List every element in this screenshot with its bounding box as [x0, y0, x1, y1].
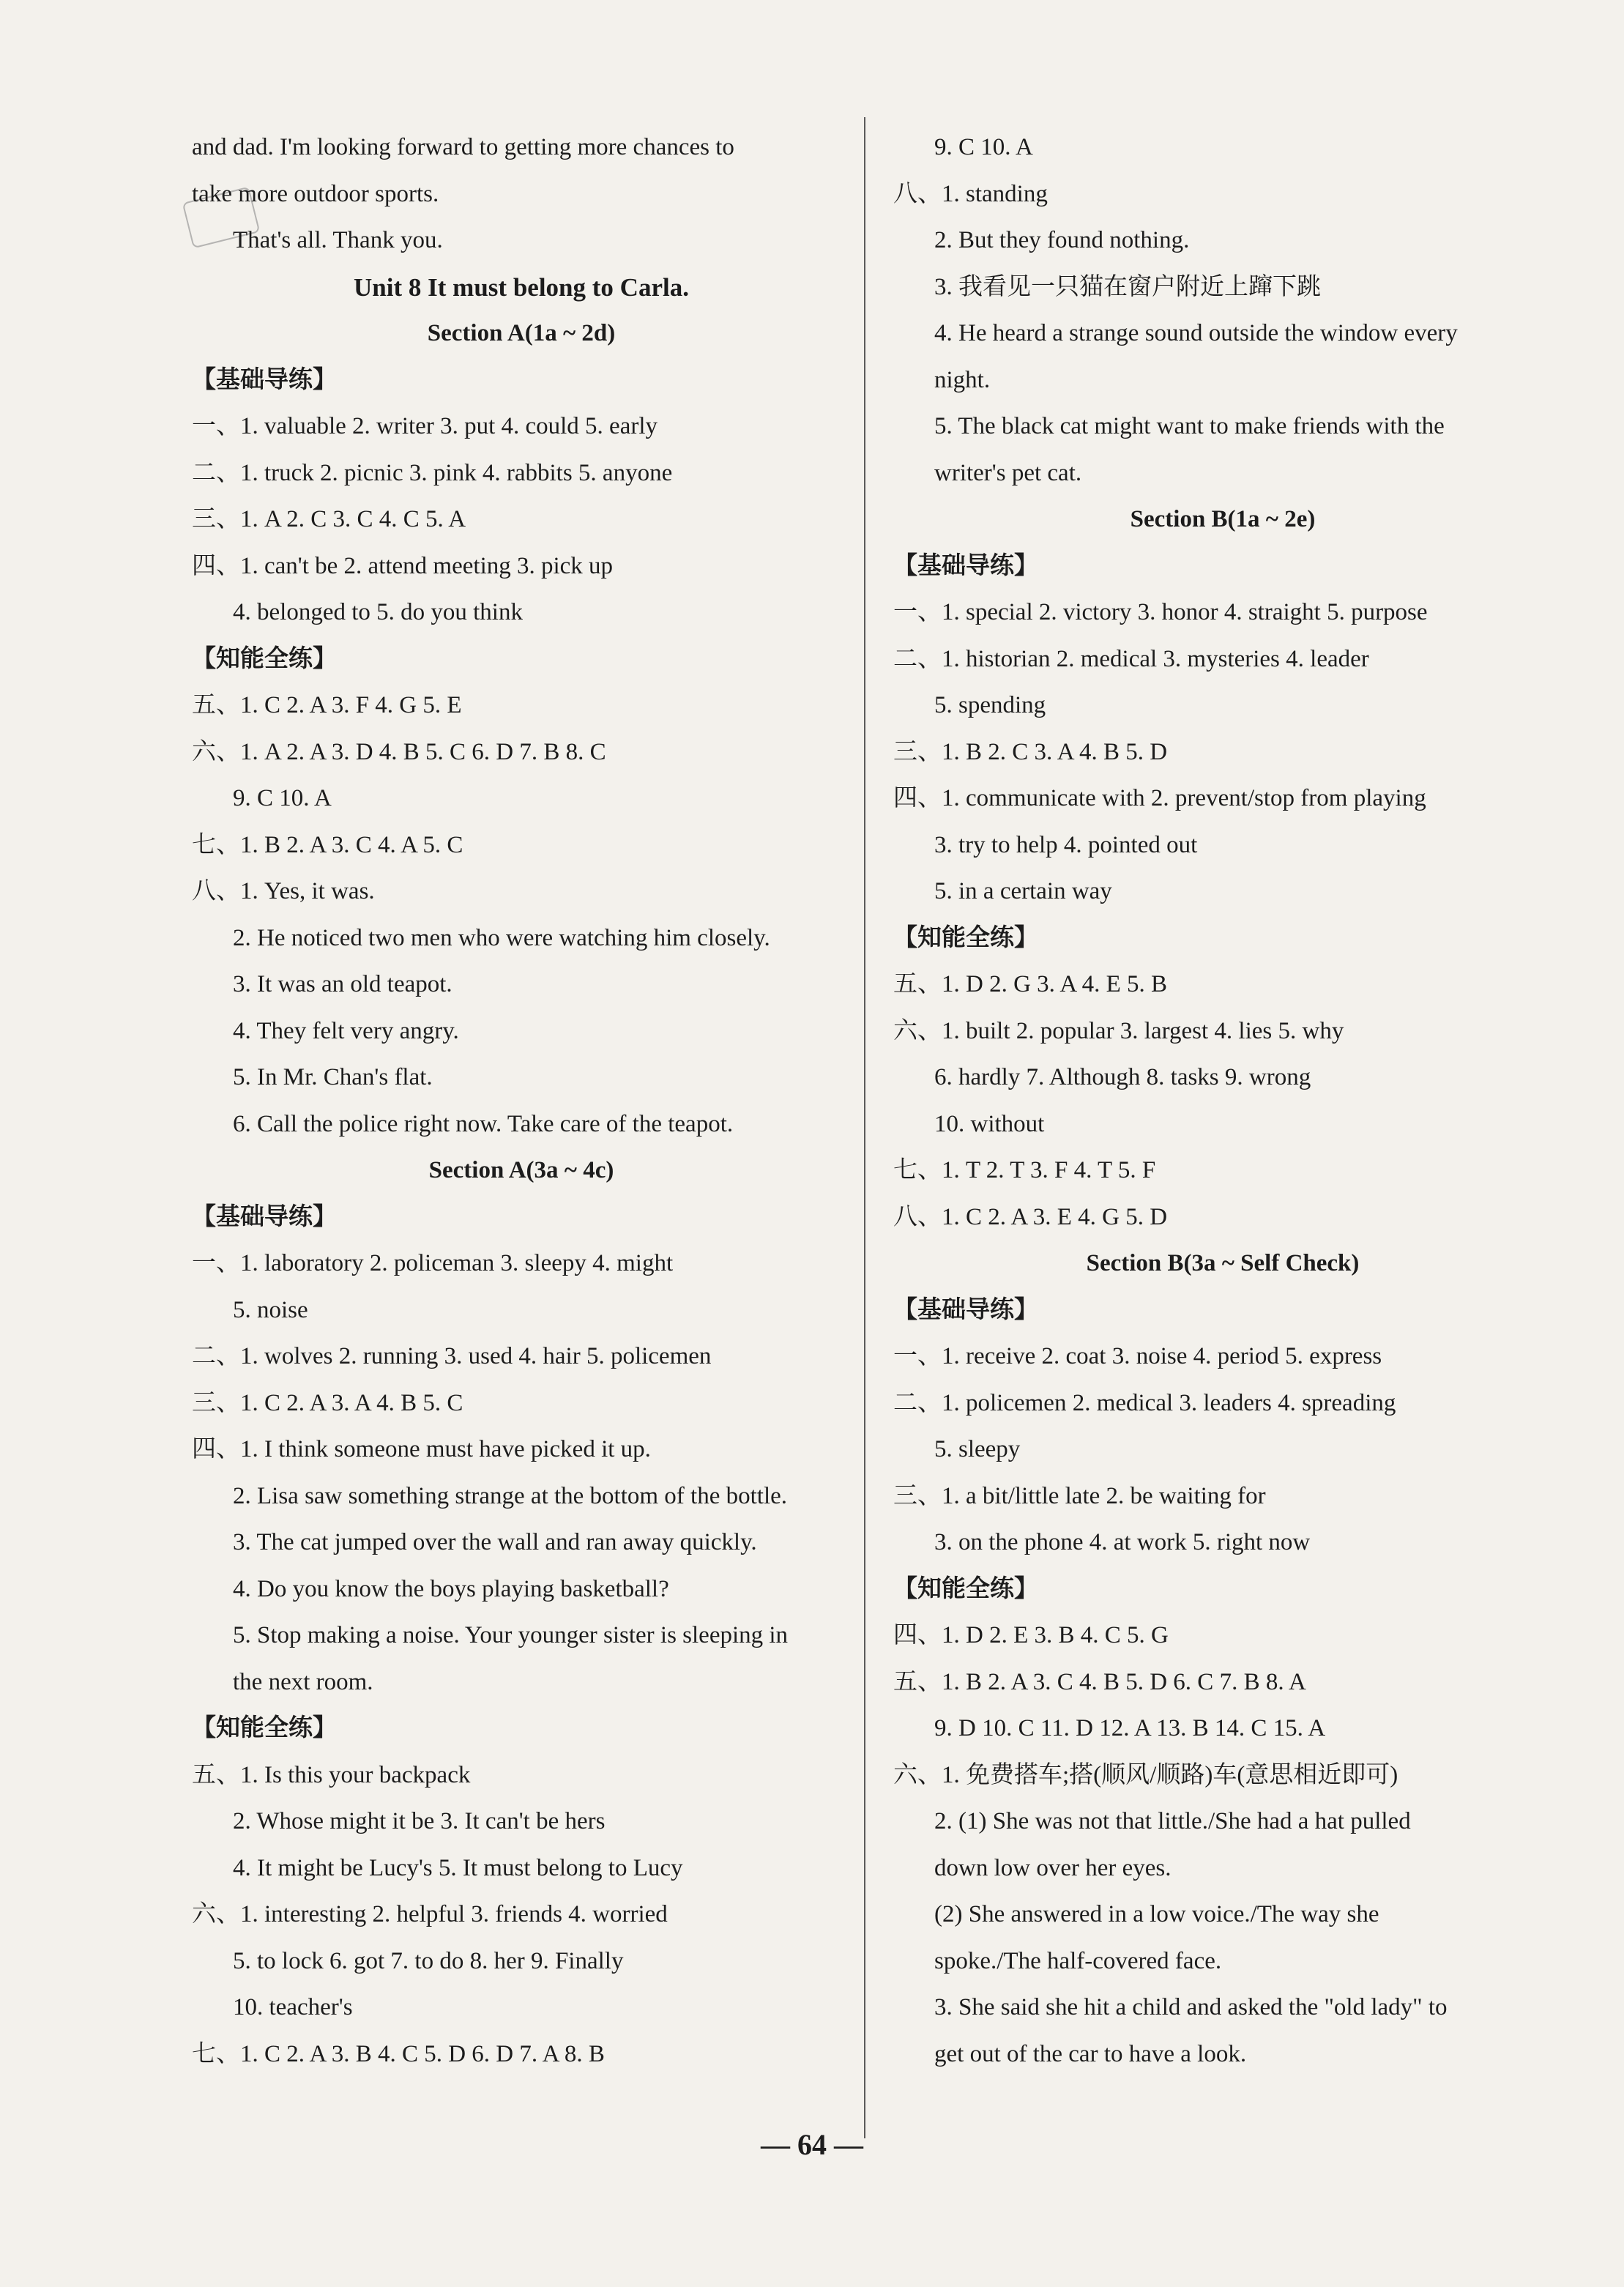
answer-line: 2. Whose might it be 3. It can't be hers — [233, 1808, 606, 1834]
answer-line: 六、1. 免费搭车;搭(顺风/顺路)车(意思相近即可) — [893, 1761, 1398, 1788]
subsection-heading: 【知能全练】 — [893, 924, 1038, 951]
answer-line: 5. sleepy — [934, 1436, 1021, 1462]
answer-line: 5. In Mr. Chan's flat. — [233, 1064, 433, 1090]
answer-line: 3. The cat jumped over the wall and ran away quickly. — [233, 1529, 757, 1555]
section-heading: Unit 8 It must belong to Carla. — [354, 272, 689, 302]
answer-line: 三、1. A 2. C 3. C 4. C 5. A — [192, 506, 466, 532]
section-heading: Section B(1a ~ 2e) — [1130, 506, 1316, 532]
answer-line: 二、1. historian 2. medical 3. mysteries 4. leader — [893, 645, 1369, 672]
answer-line: 四、1. D 2. E 3. B 4. C 5. G — [893, 1622, 1169, 1648]
answer-line: 一、1. laboratory 2. policeman 3. sleepy 4. might — [192, 1250, 674, 1276]
answer-line: 2. Lisa saw something strange at the bottom of the bottle. — [233, 1482, 788, 1509]
answer-line: 五、1. B 2. A 3. C 4. B 5. D 6. C 7. B 8. A — [893, 1668, 1306, 1695]
right-column — [893, 124, 1552, 2078]
section-heading: Section A(3a ~ 4c) — [428, 1157, 614, 1183]
answer-line: 10. teacher's — [233, 1994, 353, 2020]
answer-line: 4. Do you know the boys playing basketball? — [233, 1575, 669, 1602]
answer-line: 9. C 10. A — [233, 785, 332, 811]
answer-line: 八、1. Yes, it was. — [192, 878, 375, 904]
answer-line: 四、1. can't be 2. attend meeting 3. pick up — [192, 552, 614, 579]
answer-line: 一、1. special 2. victory 3. honor 4. straight 5. purpose — [893, 599, 1428, 625]
subsection-heading: 【知能全练】 — [893, 1575, 1038, 1602]
answer-line: 四、1. communicate with 2. prevent/stop from playing — [893, 785, 1426, 811]
answer-line: 三、1. B 2. C 3. A 4. B 5. D — [893, 738, 1168, 765]
subsection-heading: 【基础导练】 — [893, 1296, 1038, 1323]
answer-line: That's all. Thank you. — [233, 227, 443, 253]
answer-line: 4. belonged to 5. do you think — [233, 599, 523, 625]
answer-line: 3. on the phone 4. at work 5. right now — [934, 1529, 1311, 1555]
section-heading: Section A(1a ~ 2d) — [427, 320, 616, 346]
answer-line: 五、1. C 2. A 3. F 4. G 5. E — [192, 692, 462, 718]
answer-line: 9. C 10. A — [934, 134, 1033, 160]
answer-line: 4. He heard a strange sound outside the window every — [934, 320, 1458, 346]
section-heading: Section B(3a ~ Self Check) — [1086, 1250, 1360, 1276]
answer-line: 6. hardly 7. Although 8. tasks 9. wrong — [934, 1064, 1311, 1090]
answer-line: 五、1. D 2. G 3. A 4. E 5. B — [893, 971, 1168, 997]
left-column — [192, 124, 851, 2078]
answer-line: 八、1. C 2. A 3. E 4. G 5. D — [893, 1203, 1168, 1230]
answer-line: 二、1. truck 2. picnic 3. pink 4. rabbits 5. anyone — [192, 459, 673, 486]
answer-line: and dad. I'm looking forward to getting more chances to — [192, 134, 734, 160]
answer-line: 5. The black cat might want to make friends with the — [934, 413, 1445, 439]
answer-line: 9. D 10. C 11. D 12. A 13. B 14. C 15. A — [934, 1715, 1326, 1741]
answer-line: 四、1. I think someone must have picked it up. — [192, 1436, 651, 1462]
answer-line: 二、1. policemen 2. medical 3. leaders 4. spreading — [893, 1389, 1396, 1416]
answer-line: 七、1. C 2. A 3. B 4. C 5. D 6. D 7. A 8. B — [192, 2040, 605, 2067]
subsection-heading: 【知能全练】 — [192, 645, 337, 672]
page-number: — 64 — — [761, 2128, 863, 2161]
answer-line: 七、1. B 2. A 3. C 4. A 5. C — [192, 831, 463, 858]
answer-line: 五、1. Is this your backpack — [192, 1761, 471, 1788]
answer-line: 2. He noticed two men who were watching him closely. — [233, 924, 770, 951]
answer-line: 3. She said she hit a child and asked the "old lady" to — [934, 1994, 1448, 2020]
answer-line: 6. Call the police right now. Take care of the teapot. — [233, 1110, 734, 1137]
answer-line: 2. (1) She was not that little./She had a hat pulled — [934, 1808, 1411, 1834]
answer-line: 八、1. standing — [893, 180, 1048, 207]
answer-line: take more outdoor sports. — [192, 180, 439, 207]
answer-line: 10. without — [934, 1110, 1045, 1137]
answer-line: spoke./The half-covered face. — [934, 1947, 1222, 1974]
answer-line: 六、1. built 2. popular 3. largest 4. lies 5. why — [893, 1017, 1344, 1044]
answer-line: 5. Stop making a noise. Your younger sister is sleeping in — [233, 1622, 789, 1648]
answer-line: 4. It might be Lucy's 5. It must belong to Lucy — [233, 1854, 683, 1881]
answer-line: 5. to lock 6. got 7. to do 8. her 9. Finally — [233, 1947, 624, 1974]
answer-line: 一、1. valuable 2. writer 3. put 4. could 5. early — [192, 413, 658, 439]
answer-line: the next room. — [233, 1668, 373, 1695]
answer-line: 5. spending — [934, 692, 1046, 718]
answer-line: night. — [934, 366, 991, 393]
answer-line: 3. try to help 4. pointed out — [934, 831, 1198, 858]
column-divider — [864, 117, 865, 2138]
answer-line: 六、1. interesting 2. helpful 3. friends 4. worried — [192, 1901, 668, 1927]
answer-line: 3. 我看见一只猫在窗户附近上蹿下跳 — [934, 273, 1321, 300]
answer-line: 4. They felt very angry. — [233, 1017, 459, 1044]
answer-line: 六、1. A 2. A 3. D 4. B 5. C 6. D 7. B 8. C — [192, 738, 606, 765]
answer-line: 七、1. T 2. T 3. F 4. T 5. F — [893, 1157, 1156, 1183]
answer-line: 三、1. C 2. A 3. A 4. B 5. C — [192, 1389, 463, 1416]
answer-line: (2) She answered in a low voice./The way she — [934, 1901, 1379, 1927]
answer-line: 2. But they found nothing. — [934, 227, 1190, 253]
answer-line: 三、1. a bit/little late 2. be waiting for — [893, 1482, 1266, 1509]
answer-line: get out of the car to have a look. — [934, 2040, 1247, 2067]
subsection-heading: 【基础导练】 — [192, 1203, 337, 1230]
answer-line: writer's pet cat. — [934, 459, 1082, 486]
answer-line: 一、1. receive 2. coat 3. noise 4. period 5. express — [893, 1343, 1382, 1369]
subsection-heading: 【基础导练】 — [893, 552, 1038, 579]
answer-line: 二、1. wolves 2. running 3. used 4. hair 5. policemen — [192, 1343, 712, 1369]
answer-line: 3. It was an old teapot. — [233, 971, 452, 997]
answer-line: down low over her eyes. — [934, 1854, 1172, 1881]
answer-line: 5. in a certain way — [934, 878, 1112, 904]
answer-line: 5. noise — [233, 1296, 308, 1323]
subsection-heading: 【知能全练】 — [192, 1715, 337, 1741]
subsection-heading: 【基础导练】 — [192, 366, 337, 393]
